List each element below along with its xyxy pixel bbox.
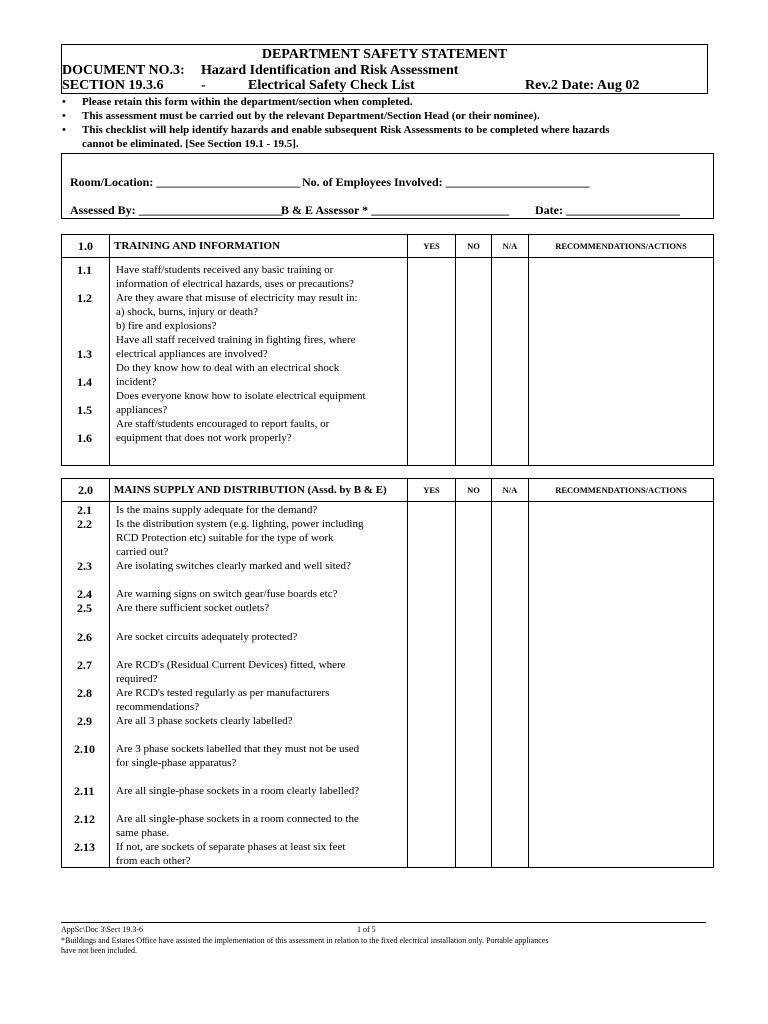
employees-involved-field[interactable]: No. of Employees Involved: ________________________ — [302, 175, 590, 189]
na-answer-cell[interactable] — [492, 258, 529, 466]
question-line: equipment that does not work properly? — [116, 432, 292, 444]
recommendations-cell[interactable] — [529, 502, 714, 868]
no-answer-cell[interactable] — [456, 502, 492, 868]
date-field[interactable]: Date: ___________________ — [535, 203, 680, 217]
assessment-info-box — [61, 153, 714, 219]
bullet-icon: • — [62, 124, 66, 136]
section-dash: - — [201, 78, 206, 93]
instruction-item: This checklist will help identify hazards and enable subsequent Risk Assessments to be completed where hazards — [82, 124, 610, 136]
question-line: Are RCD's (Residual Current Devices) fitted, where — [116, 659, 346, 671]
question-line: Are all 3 phase sockets clearly labelled? — [116, 715, 293, 727]
item-number: 1.2 — [77, 291, 92, 305]
question-line: Are warning signs on switch gear/fuse boards etc? — [116, 588, 338, 600]
yes-column-header: YES — [408, 479, 456, 502]
item-number: 2.4 — [77, 587, 92, 601]
question-line: information of electrical hazards, uses or precautions? — [116, 278, 354, 290]
question-line: Are socket circuits adequately protected? — [116, 631, 298, 643]
question-line: Have staff/students received any basic training or — [116, 264, 334, 276]
question-line: Are all single-phase sockets in a room clearly labelled? — [116, 785, 360, 797]
yes-answer-cell[interactable] — [408, 502, 456, 868]
document-title: DEPARTMENT SAFETY STATEMENT — [261, 47, 508, 62]
bullet-icon: • — [62, 96, 66, 108]
question-line: a) shock, burns, injury or death? — [116, 306, 259, 318]
section-number-cell: 2.0 — [62, 479, 110, 502]
item-number: 1.3 — [77, 347, 92, 361]
revision-date: Rev.2 Date: Aug 02 — [525, 78, 640, 93]
question-line: Are all single-phase sockets in a room connected to the — [116, 813, 359, 825]
question-line: Is the mains supply adequate for the demand? — [116, 504, 318, 516]
training-checklist-table — [61, 234, 714, 466]
page-footer — [61, 922, 706, 955]
na-answer-cell[interactable] — [492, 502, 529, 868]
recommendations-cell[interactable] — [529, 258, 714, 466]
question-line: Are isolating switches clearly marked and well sited? — [116, 560, 351, 572]
bullet-icon: • — [62, 110, 66, 122]
instructions-list — [62, 96, 710, 152]
item-number: 2.10 — [74, 742, 95, 756]
item-number-column — [62, 502, 110, 868]
footer-reference: AppSc\Doc 3\Sect 19.3-6 — [61, 925, 143, 934]
no-column-header: NO — [456, 479, 492, 502]
table-header-row — [62, 479, 714, 502]
section-number: SECTION 19.3.6 — [62, 78, 164, 93]
footer-note: *Buildings and Estates Office have assisted the implementation of this assessment in relation to the fixed electrical installation only. Portable appliances — [61, 936, 549, 945]
question-line: from each other? — [116, 855, 191, 867]
table-body-row — [62, 258, 714, 466]
mains-supply-checklist-table — [61, 478, 714, 868]
question-column — [110, 258, 408, 466]
item-number: 2.2 — [77, 517, 92, 531]
question-line: Are there sufficient socket outlets? — [116, 602, 270, 614]
table-header-row — [62, 235, 714, 258]
document-name: Hazard Identification and Risk Assessment — [201, 63, 459, 78]
question-line: If not, are sockets of separate phases at least six feet — [116, 841, 346, 853]
question-line: required? — [116, 673, 158, 685]
document-number: DOCUMENT NO.3: — [62, 63, 185, 78]
item-number: 1.1 — [77, 263, 92, 277]
room-location-field[interactable]: Room/Location: ________________________ — [70, 175, 301, 189]
question-line: Are staff/students encouraged to report faults, or — [116, 418, 330, 430]
question-line: Do they know how to deal with an electrical shock — [116, 362, 340, 374]
section-title: TRAINING AND INFORMATION — [110, 235, 408, 258]
item-number: 1.5 — [77, 403, 92, 417]
item-number: 2.9 — [77, 714, 92, 728]
item-number: 2.3 — [77, 559, 92, 573]
page-number: 1 of 5 — [357, 925, 376, 934]
item-number: 2.13 — [74, 840, 95, 854]
item-number: 2.5 — [77, 601, 92, 615]
table-body-row — [62, 502, 714, 868]
question-line: appliances? — [116, 404, 168, 416]
na-column-header: N/A — [492, 235, 529, 258]
item-number-column — [62, 258, 110, 466]
question-line: b) fire and explosions? — [116, 320, 217, 332]
item-number: 2.1 — [77, 503, 92, 517]
yes-column-header: YES — [408, 235, 456, 258]
question-line: Are RCD's tested regularly as per manufacturers — [116, 687, 330, 699]
no-answer-cell[interactable] — [456, 258, 492, 466]
item-number: 1.6 — [77, 431, 92, 445]
section-title: MAINS SUPPLY AND DISTRIBUTION (Assd. by B & E) — [110, 479, 408, 502]
be-assessor-field[interactable]: B & E Assessor * _______________________ — [281, 203, 510, 217]
item-number: 1.4 — [77, 375, 92, 389]
section-number-cell: 1.0 — [62, 235, 110, 258]
item-number: 2.8 — [77, 686, 92, 700]
question-column — [110, 502, 408, 868]
question-line: Is the distribution system (e.g. lighting, power including — [116, 518, 364, 530]
recommendations-column-header: RECOMMENDATIONS/ACTIONS — [529, 235, 714, 258]
item-number: 2.11 — [74, 784, 95, 798]
footer-note-continued: have not been included. — [61, 946, 137, 955]
recommendations-column-header: RECOMMENDATIONS/ACTIONS — [529, 479, 714, 502]
no-column-header: NO — [456, 235, 492, 258]
na-column-header: N/A — [492, 479, 529, 502]
question-line: Are they aware that misuse of electricity may result in: — [116, 292, 358, 304]
question-line: for single-phase apparatus? — [116, 757, 237, 769]
instruction-item-continued: cannot be eliminated. [See Section 19.1 - 19.5]. — [82, 138, 299, 150]
question-line: carried out? — [116, 546, 169, 558]
item-number: 2.6 — [77, 630, 92, 644]
question-line: electrical appliances are involved? — [116, 348, 268, 360]
question-line: same phase. — [116, 827, 170, 839]
question-line: RCD Protection etc) suitable for the type of work — [116, 532, 334, 544]
question-line: Are 3 phase sockets labelled that they must not be used — [116, 743, 360, 755]
question-line: Have all staff received training in fighting fires, where — [116, 334, 356, 346]
item-number: 2.7 — [77, 658, 92, 672]
item-number: 2.12 — [74, 812, 95, 826]
checklist-name: Electrical Safety Check List — [248, 78, 415, 93]
question-line: incident? — [116, 376, 157, 388]
question-line: Does everyone know how to isolate electrical equipment — [116, 390, 366, 402]
question-line: recommendations? — [116, 701, 200, 713]
instruction-item: Please retain this form within the department/section when completed. — [82, 96, 413, 108]
assessed-by-field[interactable]: Assessed By: ________________________ — [70, 203, 283, 217]
document-header — [61, 44, 708, 94]
instruction-item: This assessment must be carried out by the relevant Department/Section Head (or their nominee). — [82, 110, 540, 122]
yes-answer-cell[interactable] — [408, 258, 456, 466]
